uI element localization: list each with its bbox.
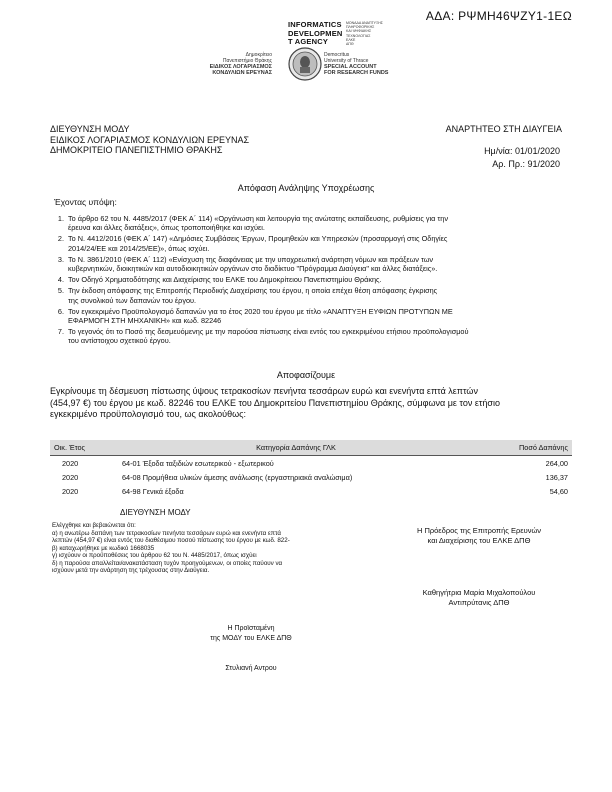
having-regard-label: Έχοντας υπόψη: — [54, 197, 117, 207]
column-header-amount: Ποσό Δαπάνης — [474, 440, 572, 456]
right-logo-text: Democritus University of Thrace SPECIAL ACCOUNT FOR RESEARCH FUNDS — [324, 52, 389, 76]
list-item: 2. Το Ν. 4412/2016 (ΦΕΚ Α΄ 147) «Δημόσιες Συμβάσεις Έργων, Προμηθειών και Υπηρεσιών (προσαρμογή στις Οδηγίες 2014/24/ΕΕ και 2014/25/ΕΕ)», όπως ισχύει. — [57, 234, 448, 253]
head-signature-title: Η Προϊσταμένη της ΜΟΔΥ του ΕΛΚΕ ΔΠΘ — [210, 625, 292, 642]
list-item: 4. Τον Οδηγό Χρηματοδότησης και Διαχείρισης του ΕΛΚΕ του Δημοκρίτειου Πανεπιστημίου Θράκης. — [57, 275, 382, 285]
expenses-table — [50, 440, 572, 498]
considerations-list — [52, 214, 572, 348]
table-header-row — [50, 440, 572, 456]
list-item: 5. Την έκδοση απόφασης της Επιτροπής Περιοδικής Διαχείρισης του έργου, η οποία επέχει θέση απόφασης έγκρισης της συνολικού των δαπανών του έργου. — [57, 286, 438, 305]
decision-text: Εγκρίνουμε τη δέσμευση πίστωσης ύψους τετρακοσίων πενήντα τεσσάρων ευρώ και ενενήντα επτά λεπτών (454,97 €) του έργου με κωδ. 82246 του ΕΛΚΕ του Δημοκριτείου Πανεπιστημίου Θράκης, σύμφωνα με τον ετήσιο εγκεκριμένο προϋπολογισμό του, ως ακολούθως: — [50, 386, 500, 419]
directorate-label: ΔΙΕΥΘΥΝΣΗ ΜΟΔΥ — [120, 508, 191, 517]
informatics-agency-small-label: ΜΟΝΑΔΑ ΑΝΑΠΤΥΞΗΣ ΠΛΗΡΟΦΟΡΙΚΗΣ ΚΑΙ ΨΗΦΙΑΚΗΣ ΤΕΧΝΟΛΟΓΙΑΣ ΕΛΚΕ ΔΠΘ — [346, 21, 383, 47]
table-row: 2020 64-08 Προμήθεια υλικών άμεσης ανάλωσης (εργαστηριακά αναλώσιμα) 136,37 — [62, 472, 568, 482]
head-signature-name: Στυλιανή Αντρου — [225, 665, 277, 672]
list-item: 7. Το γεγονός ότι το Ποσό της δεσμευόμενης με την παρούσα πίστωσης είναι εντός του εγκεκριμένου ετήσιου προϋπολογισμού του αντίστοιχου σχετικού έργου. — [57, 327, 469, 346]
list-item: 3. Το Ν. 3861/2010 (ΦΕΚ Α΄ 112) «Ενίσχυση της διαφάνειας με την υποχρεωτική ανάρτηση νόμων και πράξεων των κυβερνητικών, διοικητικών και αυτοδιοικητικών οργάνων στο διαδίκτυο "Πρόγραμμα Διαύγεια" και άλλες διατάξεις». — [57, 254, 438, 274]
issuer-block: ΔΙΕΥΘΥΝΣΗ ΜΟΔΥ ΕΙΔΙΚΟΣ ΛΟΓΑΡΙΑΣΜΟΣ ΚΟΝΔΥΛΙΩΝ ΕΡΕΥΝΑΣ ΔΗΜΟΚΡΙΤΕΙΟ ΠΑΝΕΠΙΣΤΗΜΙΟ ΘΡΑΚΗΣ — [50, 124, 250, 155]
university-seal-icon — [288, 46, 322, 82]
column-header-category: Κατηγορία Δαπάνης ΓΛΚ — [118, 440, 474, 456]
diavgeia-label: ΑΝΑΡΤΗΤΕΟ ΣΤΗ ΔΙΑΥΓΕΙΑ — [445, 124, 562, 134]
left-logo-text: Δημοκρίτειο Πανεπιστήμιο Θράκης ΕΙΔΙΚΟΣ ΛΟΓΑΡΙΑΣΜΟΣ ΚΟΝΔΥΛΙΩΝ ΕΡΕΥΝΑΣ — [209, 52, 272, 76]
president-signature-title: Η Πρόεδρος της Επιτροπής Ερευνών και Διαχείρισης του ΕΛΚΕ ΔΠΘ — [416, 526, 542, 545]
document-date: Ημ/νία: 01/01/2020 — [484, 146, 560, 156]
informatics-agency-label: INFORMATICS DEVELOPMEN T AGENCY — [288, 20, 343, 46]
decision-heading: Αποφασίζουμε — [276, 370, 336, 380]
table-row: 2020 64-98 Γενικά έξοδα 54,60 — [62, 486, 568, 496]
column-header-year: Οικ. Έτος — [50, 440, 118, 456]
page-title: Απόφαση Ανάληψης Υποχρέωσης — [237, 183, 375, 193]
list-item: 1. Το άρθρο 62 του Ν. 4485/2017 (ΦΕΚ Α΄ 114) «Οργάνωση και λειτουργία της ανώτατης εκπαίδευσης, ρυθμίσεις για την έρευνα και άλλες διατάξεις», όπως τροποποιήθηκε και ισχύει. — [57, 214, 448, 233]
protocol-number: Αρ. Πρ.: 91/2020 — [492, 159, 560, 169]
table-row: 2020 64-01 Έξοδα ταξιδιών εσωτερικού - εξωτερικού 264,00 — [62, 458, 568, 468]
president-signature-name: Καθηγήτρια Μαρία Μιχαλοπούλου Αντιπρύτανις ΔΠΘ — [422, 588, 536, 607]
ada-code: ΑΔΑ: ΡΨΜΗ46ΨΖΥ1-1ΕΩ — [425, 9, 572, 23]
list-item: 6. Τον εγκεκριμένο Προϋπολογισμό δαπανών για το έτος 2020 του έργου με τίτλο «ΑΝΑΠΤΥΞΗ ΕΥΦΙΩΝ ΠΡΟΤΥΠΩΝ ΜΕ ΕΦΑΡΜΟΓΗ ΣΤΗ ΜΗΧΑΝΙΚΗ» και κωδ. 82246 — [57, 306, 453, 326]
verification-block: Ελέγχθηκε και βεβαιώνεται ότι: α) η ανωτέρω δαπάνη των τετρακοσίων πενήντα τεσσάρων ευρώ και ενενήντα επτά λεπτών (454,97 €) είναι εντός του διαθέσιμου ποσού πίστωσης του έργου με κωδ. 822- β) καταχωρήθηκε με κωδικό 1668035 γ) ισχύουν οι προϋποθέσεις του άρθρου 62 του Ν. 4485/2017, όπως ισχύει δ) η παρούσα απαλλείται/ανακατάσταση τυχόν προηγούμενων, οι οποίες παύουν να ισχύουν μετά την ανάρτηση της τρέχουσας στην Διαύγεια. — [52, 522, 290, 574]
